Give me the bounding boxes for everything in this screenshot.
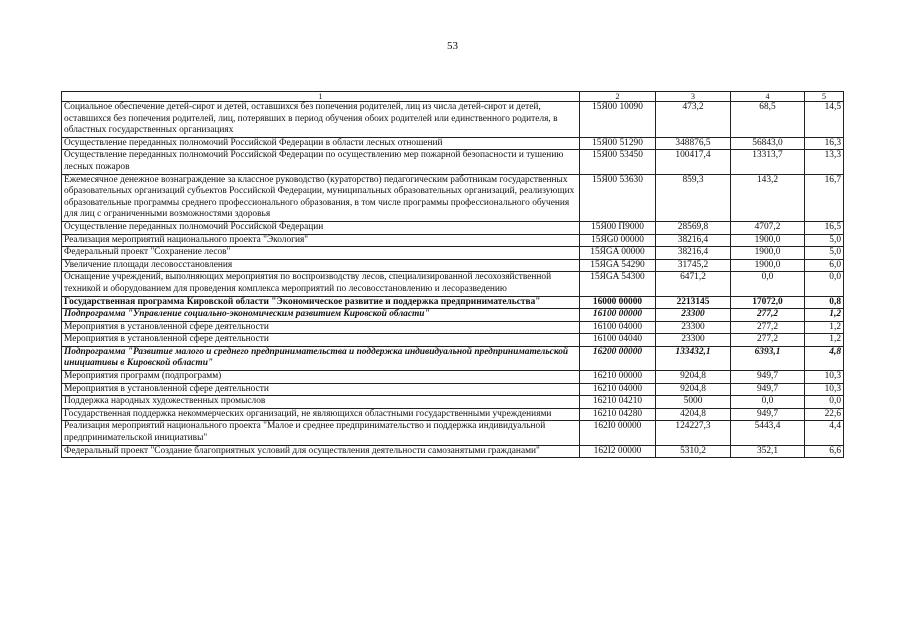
column-number-5: 5 [805,92,844,102]
item-name: Поддержка народных художественных промыслов [62,396,580,409]
classification-code: 16100 04040 [580,334,656,347]
executed-amount: 1900,0 [731,247,805,260]
planned-amount: 473,2 [656,102,731,138]
classification-code: 15ЯGA 54300 [580,272,656,296]
executed-amount: 1900,0 [731,234,805,247]
execution-percent: 16,3 [805,137,844,150]
item-name: Реализация мероприятий национального проекта "Малое и среднее предпринимательство и поддержка индивидуальной предпринимательской инициативы" [62,421,580,445]
item-name: Осуществление переданных полномочий Российской Федерации в области лесных отношений [62,137,580,150]
executed-amount: 277,2 [731,334,805,347]
planned-amount: 100417,4 [656,150,731,174]
planned-amount: 38216,4 [656,234,731,247]
item-name: Мероприятия программ (подпрограмм) [62,371,580,384]
item-name: Федеральный проект "Сохранение лесов" [62,247,580,260]
planned-amount: 2213145 [656,296,731,309]
item-name: Осуществление переданных полномочий Российской Федерации по осуществлению мер пожарной безопасности и тушению лесных пожаров [62,150,580,174]
classification-code: 15Я00 53630 [580,174,656,221]
table-row [62,396,844,409]
planned-amount: 9204,8 [656,383,731,396]
execution-percent: 22,6 [805,408,844,421]
execution-percent: 0,0 [805,272,844,296]
table-row [62,296,844,309]
classification-code: 16210 04210 [580,396,656,409]
executed-amount: 277,2 [731,321,805,334]
table-row [62,408,844,421]
table-body [62,102,844,458]
execution-percent: 4,4 [805,421,844,445]
classification-code: 15Я00 51290 [580,137,656,150]
table-row [62,221,844,234]
column-number-2: 2 [580,92,656,102]
classification-code: 16200 00000 [580,346,656,370]
executed-amount: 1900,0 [731,259,805,272]
classification-code: 16000 00000 [580,296,656,309]
item-name: Подпрограмма "Развитие малого и среднего предпринимательства и поддержка индивидуальной предпринимательской инициативы в Кировской области" [62,346,580,370]
classification-code: 15ЯGA 00000 [580,247,656,260]
item-name: Мероприятия в установленной сфере деятельности [62,383,580,396]
executed-amount: 56843,0 [731,137,805,150]
executed-amount: 277,2 [731,309,805,322]
item-name: Оснащение учреждений, выполняющих мероприятия по воспроизводству лесов, специализированной лесохозяйственной техникой и оборудованием для проведения комплекса мероприятий по лесовосстановлению и лесоразведению [62,272,580,296]
executed-amount: 143,2 [731,174,805,221]
execution-percent: 1,2 [805,309,844,322]
planned-amount: 28569,8 [656,221,731,234]
planned-amount: 859,3 [656,174,731,221]
table-row [62,259,844,272]
executed-amount: 6393,1 [731,346,805,370]
classification-code: 16210 00000 [580,371,656,384]
executed-amount: 13313,7 [731,150,805,174]
executed-amount: 5443,4 [731,421,805,445]
table-row [62,346,844,370]
table-row [62,321,844,334]
execution-percent: 6,0 [805,259,844,272]
table-row [62,272,844,296]
table-row [62,371,844,384]
execution-percent: 1,2 [805,334,844,347]
execution-percent: 16,7 [805,174,844,221]
classification-code: 15ЯGA 54290 [580,259,656,272]
execution-percent: 10,3 [805,383,844,396]
table-row [62,174,844,221]
planned-amount: 6471,2 [656,272,731,296]
item-name: Увеличение площади лесовосстановления [62,259,580,272]
budget-table [61,91,844,458]
classification-code: 162I2 00000 [580,445,656,458]
column-number-1: 1 [62,92,580,102]
item-name: Мероприятия в установленной сфере деятельности [62,334,580,347]
planned-amount: 31745,2 [656,259,731,272]
execution-percent: 1,2 [805,321,844,334]
table-row [62,421,844,445]
item-name: Государственная программа Кировской области "Экономическое развитие и поддержка предпринимательства" [62,296,580,309]
planned-amount: 9204,8 [656,371,731,384]
classification-code: 162I0 00000 [580,421,656,445]
execution-percent: 0,0 [805,396,844,409]
item-name: Осуществление переданных полномочий Российской Федерации [62,221,580,234]
execution-percent: 5,0 [805,234,844,247]
executed-amount: 949,7 [731,383,805,396]
execution-percent: 6,6 [805,445,844,458]
item-name: Государственная поддержка некоммерческих организаций, не являющихся областными государственными учреждениями [62,408,580,421]
table-row [62,234,844,247]
table-row [62,383,844,396]
executed-amount: 0,0 [731,396,805,409]
planned-amount: 23300 [656,334,731,347]
execution-percent: 5,0 [805,247,844,260]
planned-amount: 38216,4 [656,247,731,260]
classification-code: 15ЯG0 00000 [580,234,656,247]
executed-amount: 17072,0 [731,296,805,309]
executed-amount: 0,0 [731,272,805,296]
executed-amount: 4707,2 [731,221,805,234]
item-name: Федеральный проект "Создание благоприятных условий для осуществления деятельности самозанятыми гражданами" [62,445,580,458]
execution-percent: 10,3 [805,371,844,384]
item-name: Реализация мероприятий национального проекта "Экология" [62,234,580,247]
item-name: Ежемесячное денежное вознаграждение за классное руководство (кураторство) педагогическим работникам государственных образовательных организаций субъектов Российской Федерации, муниципальных образовательных организаций, реализующих образовательные программы среднего профессионального образования, в том числе программы профессионального обучения для лиц с ограниченными возможностями здоровья [62,174,580,221]
planned-amount: 124227,3 [656,421,731,445]
item-name: Социальное обеспечение детей-сирот и детей, оставшихся без попечения родителей, лиц из числа детей-сирот и детей, оставшихся без попечения родителей, лиц, потерявших в период обучения обоих родителей или единственного родителя, в областных государственных организациях [62,102,580,138]
classification-code: 15Я00 10090 [580,102,656,138]
executed-amount: 949,7 [731,408,805,421]
planned-amount: 133432,1 [656,346,731,370]
classification-code: 16210 04000 [580,383,656,396]
execution-percent: 14,5 [805,102,844,138]
column-number-row [62,92,844,102]
execution-percent: 13,3 [805,150,844,174]
execution-percent: 4,8 [805,346,844,370]
planned-amount: 348876,5 [656,137,731,150]
table-row [62,102,844,138]
executed-amount: 68,5 [731,102,805,138]
classification-code: 16100 00000 [580,309,656,322]
classification-code: 16210 04280 [580,408,656,421]
table-row [62,247,844,260]
table-row [62,150,844,174]
execution-percent: 16,5 [805,221,844,234]
table-row [62,445,844,458]
item-name: Мероприятия в установленной сфере деятельности [62,321,580,334]
page-number: 53 [447,40,458,52]
column-number-4: 4 [731,92,805,102]
classification-code: 15Я00 П9000 [580,221,656,234]
classification-code: 16100 04000 [580,321,656,334]
execution-percent: 0,8 [805,296,844,309]
executed-amount: 352,1 [731,445,805,458]
table-row [62,309,844,322]
executed-amount: 949,7 [731,371,805,384]
column-number-3: 3 [656,92,731,102]
planned-amount: 23300 [656,309,731,322]
table-row [62,137,844,150]
planned-amount: 5000 [656,396,731,409]
planned-amount: 23300 [656,321,731,334]
classification-code: 15Я00 53450 [580,150,656,174]
item-name: Подпрограмма "Управление социально-экономическим развитием Кировской области" [62,309,580,322]
table-row [62,334,844,347]
planned-amount: 5310,2 [656,445,731,458]
planned-amount: 4204,8 [656,408,731,421]
